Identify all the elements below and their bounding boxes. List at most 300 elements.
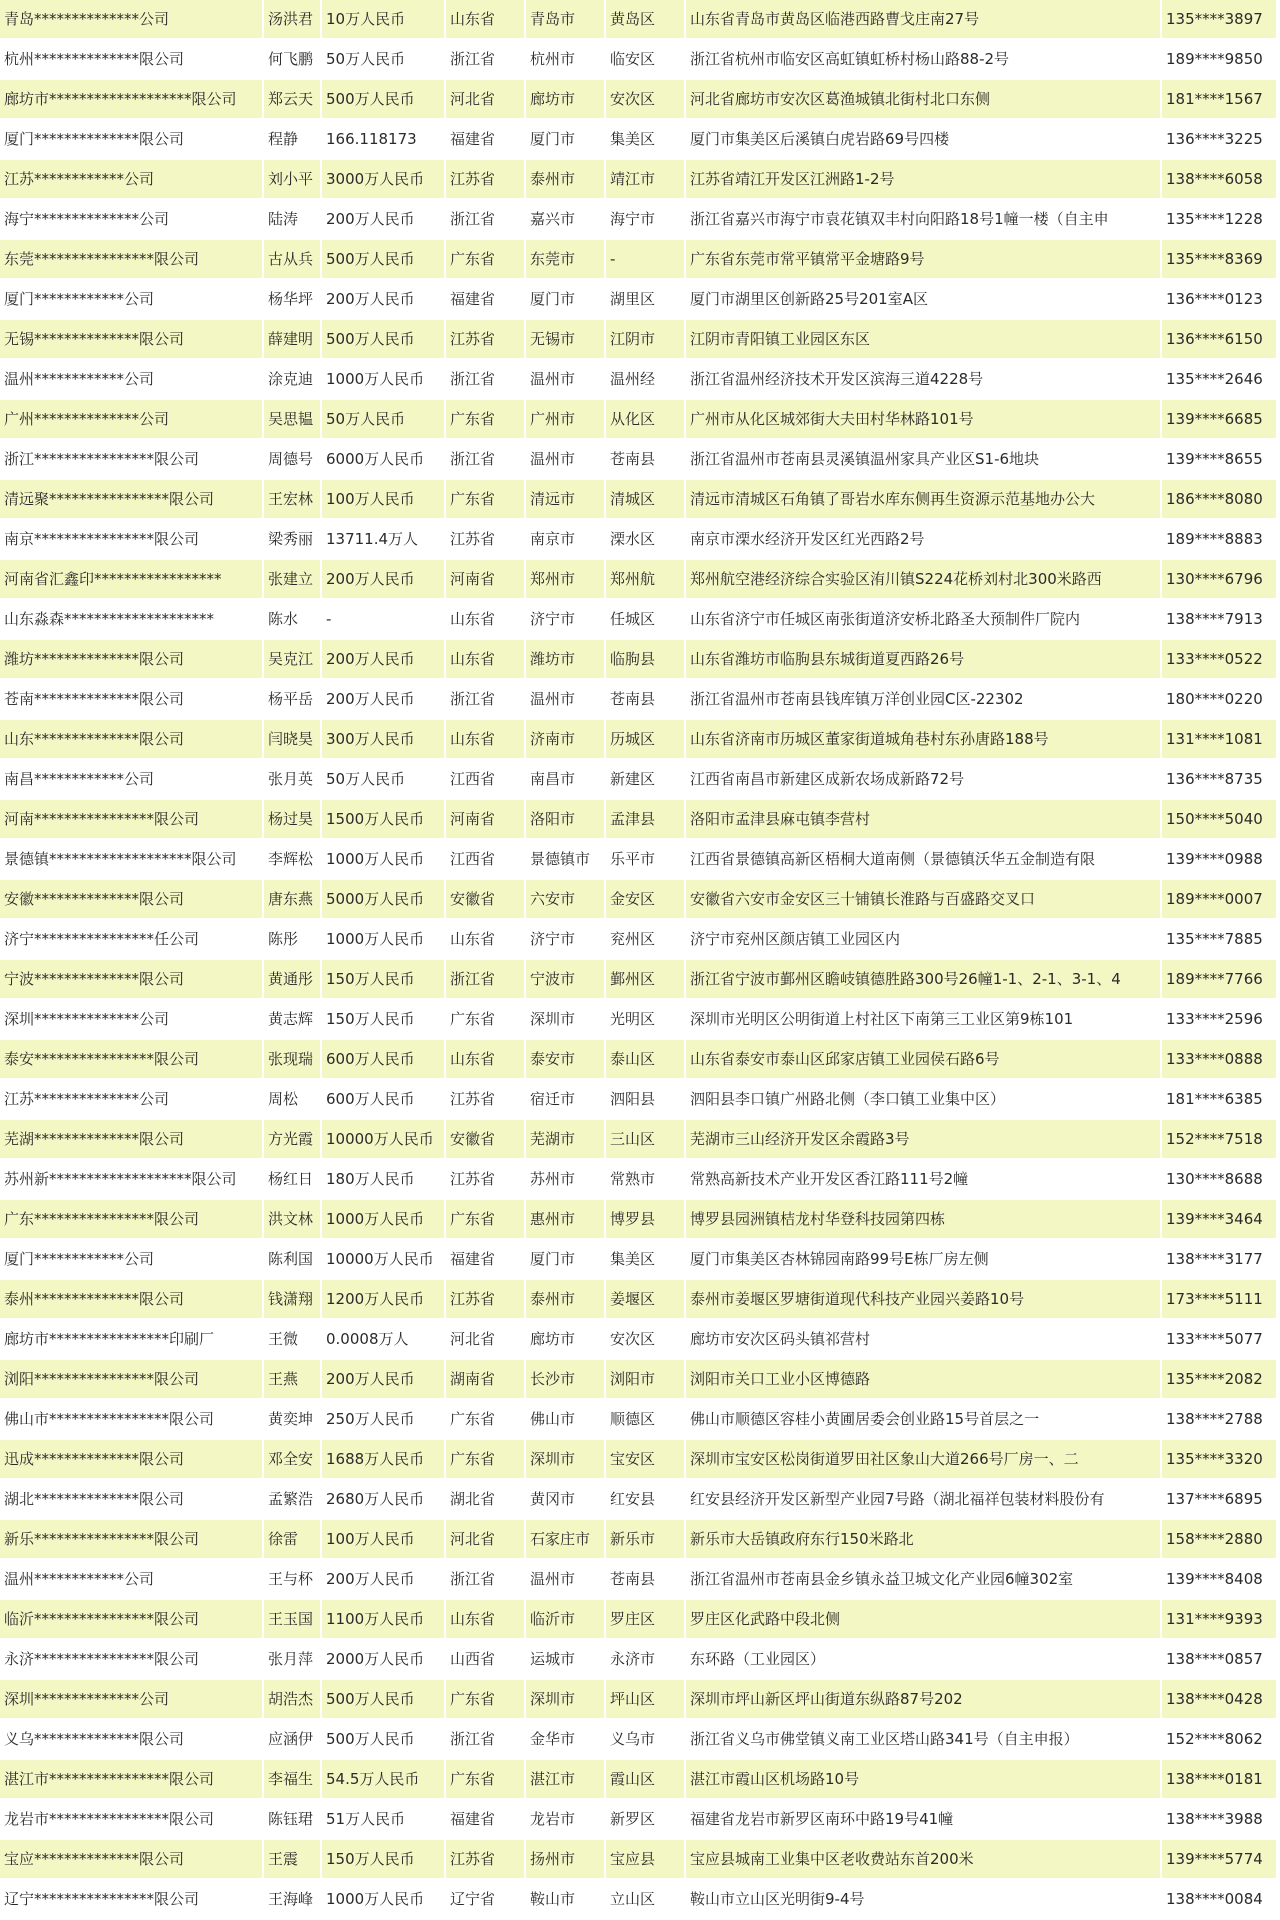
district-cell: 永济市: [606, 1640, 684, 1678]
phone-cell: 133****0522: [1162, 640, 1276, 678]
district-cell: 鄞州区: [606, 960, 684, 998]
registered-capital-cell: 50万人民币: [322, 760, 444, 798]
company-name-cell: 义乌**************限公司: [0, 1720, 262, 1758]
city-cell: 济南市: [526, 720, 604, 758]
phone-cell: 136****6150: [1162, 320, 1276, 358]
district-cell: 孟津县: [606, 800, 684, 838]
company-name-cell: 潍坊**************限公司: [0, 640, 262, 678]
contact-person-cell: 应涵伊: [264, 1720, 320, 1758]
contact-person-cell: 张建立: [264, 560, 320, 598]
registered-capital-cell: 200万人民币: [322, 280, 444, 318]
company-name-cell: 龙岩市****************限公司: [0, 1800, 262, 1838]
table-row: [0, 520, 1280, 560]
province-cell: 广东省: [446, 480, 524, 518]
table-row: [0, 360, 1280, 400]
address-cell: 安徽省六安市金安区三十铺镇长淮路与百盛路交叉口: [686, 880, 1160, 918]
address-cell: 广州市从化区城郊街大夫田村华林路101号: [686, 400, 1160, 438]
contact-person-cell: 杨红日: [264, 1160, 320, 1198]
city-cell: 温州市: [526, 440, 604, 478]
city-cell: 泰安市: [526, 1040, 604, 1078]
address-cell: 东环路（工业园区）: [686, 1640, 1160, 1678]
table-row: [0, 560, 1280, 600]
province-cell: 河北省: [446, 1320, 524, 1358]
contact-person-cell: 李辉松: [264, 840, 320, 878]
company-name-cell: 安徽**************限公司: [0, 880, 262, 918]
company-name-cell: 温州************公司: [0, 360, 262, 398]
address-cell: 泗阳县李口镇广州路北侧（李口镇工业集中区）: [686, 1080, 1160, 1118]
registered-capital-cell: 50万人民币: [322, 40, 444, 78]
province-cell: 广东省: [446, 1760, 524, 1798]
province-cell: 福建省: [446, 120, 524, 158]
province-cell: 河北省: [446, 1520, 524, 1558]
table-row: [0, 1840, 1280, 1880]
district-cell: 集美区: [606, 1240, 684, 1278]
table-row: [0, 1200, 1280, 1240]
address-cell: 山东省济宁市任城区南张街道济安桥北路圣大预制件厂院内: [686, 600, 1160, 638]
city-cell: 温州市: [526, 1560, 604, 1598]
table-row: [0, 840, 1280, 880]
registered-capital-cell: 200万人民币: [322, 1360, 444, 1398]
address-cell: 深圳市坪山新区坪山街道东纵路87号202: [686, 1680, 1160, 1718]
contact-person-cell: 刘小平: [264, 160, 320, 198]
phone-cell: 131****9393: [1162, 1600, 1276, 1638]
contact-person-cell: 梁秀丽: [264, 520, 320, 558]
contact-person-cell: 王与杯: [264, 1560, 320, 1598]
contact-person-cell: 吴思韫: [264, 400, 320, 438]
registered-capital-cell: 500万人民币: [322, 80, 444, 118]
address-cell: 厦门市湖里区创新路25号201室A区: [686, 280, 1160, 318]
contact-person-cell: 张月英: [264, 760, 320, 798]
company-name-cell: 无锡**************限公司: [0, 320, 262, 358]
district-cell: 任城区: [606, 600, 684, 638]
phone-cell: 189****8883: [1162, 520, 1276, 558]
province-cell: 安徽省: [446, 880, 524, 918]
province-cell: 广东省: [446, 1200, 524, 1238]
table-row: [0, 1600, 1280, 1640]
district-cell: 宝应县: [606, 1840, 684, 1878]
district-cell: 温州经: [606, 360, 684, 398]
district-cell: -: [606, 240, 684, 278]
address-cell: 博罗县园洲镇桔龙村华登科技园第四栋: [686, 1200, 1160, 1238]
address-cell: 江阴市青阳镇工业园区东区: [686, 320, 1160, 358]
company-name-cell: 济宁****************任公司: [0, 920, 262, 958]
address-cell: 江西省南昌市新建区成新农场成新路72号: [686, 760, 1160, 798]
district-cell: 兖州区: [606, 920, 684, 958]
registered-capital-cell: 1100万人民币: [322, 1600, 444, 1638]
contact-person-cell: 洪文林: [264, 1200, 320, 1238]
province-cell: 浙江省: [446, 1560, 524, 1598]
registered-capital-cell: 1000万人民币: [322, 1200, 444, 1238]
contact-person-cell: 王宏林: [264, 480, 320, 518]
contact-person-cell: 陈利国: [264, 1240, 320, 1278]
table-row: [0, 920, 1280, 960]
company-name-cell: 江苏************公司: [0, 160, 262, 198]
company-name-cell: 海宁**************公司: [0, 200, 262, 238]
city-cell: 潍坊市: [526, 640, 604, 678]
address-cell: 浙江省温州市苍南县钱库镇万洋创业园C区-22302: [686, 680, 1160, 718]
district-cell: 顺德区: [606, 1400, 684, 1438]
city-cell: 景德镇市: [526, 840, 604, 878]
district-cell: 从化区: [606, 400, 684, 438]
address-cell: 山东省潍坊市临朐县东城街道夏西路26号: [686, 640, 1160, 678]
table-row: [0, 1800, 1280, 1840]
phone-cell: 139****8408: [1162, 1560, 1276, 1598]
table-row: [0, 1280, 1280, 1320]
table-row: [0, 960, 1280, 1000]
province-cell: 山西省: [446, 1640, 524, 1678]
contact-person-cell: 周德号: [264, 440, 320, 478]
phone-cell: 150****5040: [1162, 800, 1276, 838]
phone-cell: 152****7518: [1162, 1120, 1276, 1158]
contact-person-cell: 汤洪君: [264, 0, 320, 38]
registered-capital-cell: 1000万人民币: [322, 1880, 444, 1918]
district-cell: 苍南县: [606, 680, 684, 718]
phone-cell: 135****1228: [1162, 200, 1276, 238]
province-cell: 山东省: [446, 1600, 524, 1638]
province-cell: 江苏省: [446, 160, 524, 198]
address-cell: 常熟高新技术产业开发区香江路111号2幢: [686, 1160, 1160, 1198]
registered-capital-cell: 500万人民币: [322, 320, 444, 358]
district-cell: 金安区: [606, 880, 684, 918]
contact-person-cell: 孟繁浩: [264, 1480, 320, 1518]
company-name-cell: 青岛**************公司: [0, 0, 262, 38]
address-cell: 浙江省嘉兴市海宁市袁花镇双丰村向阳路18号1幢一楼（自主申: [686, 200, 1160, 238]
address-cell: 红安县经济开发区新型产业园7号路（湖北福祥包装材料股份有: [686, 1480, 1160, 1518]
address-cell: 福建省龙岩市新罗区南环中路19号41幢: [686, 1800, 1160, 1838]
address-cell: 浏阳市关口工业小区博德路: [686, 1360, 1160, 1398]
contact-person-cell: 张现瑞: [264, 1040, 320, 1078]
registered-capital-cell: -: [322, 600, 444, 638]
city-cell: 泰州市: [526, 160, 604, 198]
province-cell: 浙江省: [446, 360, 524, 398]
company-name-cell: 芜湖**************限公司: [0, 1120, 262, 1158]
address-cell: 山东省青岛市黄岛区临港西路曹戈庄南27号: [686, 0, 1160, 38]
phone-cell: 138****0857: [1162, 1640, 1276, 1678]
company-name-cell: 温州************公司: [0, 1560, 262, 1598]
company-name-cell: 厦门************公司: [0, 280, 262, 318]
phone-cell: 138****3177: [1162, 1240, 1276, 1278]
table-row: [0, 680, 1280, 720]
city-cell: 广州市: [526, 400, 604, 438]
company-name-cell: 景德镇*******************限公司: [0, 840, 262, 878]
registered-capital-cell: 150万人民币: [322, 960, 444, 998]
contact-person-cell: 王海峰: [264, 1880, 320, 1918]
table-row: [0, 400, 1280, 440]
city-cell: 嘉兴市: [526, 200, 604, 238]
address-cell: 浙江省温州市苍南县金乡镇永益卫城文化产业园6幢302室: [686, 1560, 1160, 1598]
registered-capital-cell: 300万人民币: [322, 720, 444, 758]
registered-capital-cell: 5000万人民币: [322, 880, 444, 918]
company-name-cell: 宁波**************限公司: [0, 960, 262, 998]
district-cell: 罗庄区: [606, 1600, 684, 1638]
address-cell: 深圳市宝安区松岗街道罗田社区象山大道266号厂房一、二: [686, 1440, 1160, 1478]
table-row: [0, 640, 1280, 680]
table-row: [0, 1040, 1280, 1080]
phone-cell: 189****9850: [1162, 40, 1276, 78]
phone-cell: 135****2646: [1162, 360, 1276, 398]
registered-capital-cell: 1200万人民币: [322, 1280, 444, 1318]
table-row: [0, 440, 1280, 480]
table-row: [0, 720, 1280, 760]
contact-person-cell: 周松: [264, 1080, 320, 1118]
registered-capital-cell: 10万人民币: [322, 0, 444, 38]
city-cell: 湛江市: [526, 1760, 604, 1798]
city-cell: 芜湖市: [526, 1120, 604, 1158]
registered-capital-cell: 200万人民币: [322, 200, 444, 238]
district-cell: 乐平市: [606, 840, 684, 878]
district-cell: 新乐市: [606, 1520, 684, 1558]
province-cell: 广东省: [446, 1680, 524, 1718]
registered-capital-cell: 100万人民币: [322, 480, 444, 518]
contact-person-cell: 钱潇翔: [264, 1280, 320, 1318]
province-cell: 山东省: [446, 0, 524, 38]
contact-person-cell: 程静: [264, 120, 320, 158]
registered-capital-cell: 1000万人民币: [322, 920, 444, 958]
registered-capital-cell: 1000万人民币: [322, 840, 444, 878]
table-row: [0, 1440, 1280, 1480]
province-cell: 浙江省: [446, 680, 524, 718]
registered-capital-cell: 200万人民币: [322, 640, 444, 678]
company-name-cell: 泰州**************限公司: [0, 1280, 262, 1318]
city-cell: 廊坊市: [526, 1320, 604, 1358]
province-cell: 浙江省: [446, 40, 524, 78]
province-cell: 山东省: [446, 920, 524, 958]
city-cell: 黄冈市: [526, 1480, 604, 1518]
phone-cell: 139****6685: [1162, 400, 1276, 438]
table-row: [0, 200, 1280, 240]
company-name-cell: 浏阳****************限公司: [0, 1360, 262, 1398]
company-name-cell: 苏州新*******************限公司: [0, 1160, 262, 1198]
address-cell: 山东省泰安市泰山区邱家店镇工业园侯石路6号: [686, 1040, 1160, 1078]
province-cell: 浙江省: [446, 960, 524, 998]
contact-person-cell: 王震: [264, 1840, 320, 1878]
district-cell: 新罗区: [606, 1800, 684, 1838]
province-cell: 山东省: [446, 600, 524, 638]
registered-capital-cell: 13711.4万人: [322, 520, 444, 558]
district-cell: 新建区: [606, 760, 684, 798]
phone-cell: 135****2082: [1162, 1360, 1276, 1398]
table-row: [0, 1160, 1280, 1200]
registered-capital-cell: 500万人民币: [322, 240, 444, 278]
table-row: [0, 1480, 1280, 1520]
contact-person-cell: 胡浩杰: [264, 1680, 320, 1718]
district-cell: 立山区: [606, 1880, 684, 1918]
city-cell: 杭州市: [526, 40, 604, 78]
district-cell: 溧水区: [606, 520, 684, 558]
table-row: [0, 1080, 1280, 1120]
table-row: [0, 1360, 1280, 1400]
company-name-cell: 湖北**************限公司: [0, 1480, 262, 1518]
table-row: [0, 0, 1280, 40]
district-cell: 安次区: [606, 1320, 684, 1358]
phone-cell: 136****0123: [1162, 280, 1276, 318]
address-cell: 江西省景德镇高新区梧桐大道南侧（景德镇沃华五金制造有限: [686, 840, 1160, 878]
phone-cell: 133****5077: [1162, 1320, 1276, 1358]
address-cell: 清远市清城区石角镇了哥岩水库东侧再生资源示范基地办公大: [686, 480, 1160, 518]
province-cell: 江苏省: [446, 520, 524, 558]
city-cell: 惠州市: [526, 1200, 604, 1238]
registered-capital-cell: 2000万人民币: [322, 1640, 444, 1678]
contact-person-cell: 薛建明: [264, 320, 320, 358]
district-cell: 黄岛区: [606, 0, 684, 38]
table-row: [0, 240, 1280, 280]
table-row: [0, 1240, 1280, 1280]
company-name-cell: 山东淼森********************: [0, 600, 262, 638]
address-cell: 新乐市大岳镇政府东行150米路北: [686, 1520, 1160, 1558]
phone-cell: 138****2788: [1162, 1400, 1276, 1438]
address-cell: 河北省廊坊市安次区葛渔城镇北街村北口东侧: [686, 80, 1160, 118]
province-cell: 山东省: [446, 1040, 524, 1078]
district-cell: 临朐县: [606, 640, 684, 678]
table-row: [0, 1760, 1280, 1800]
table-row: [0, 1880, 1280, 1920]
district-cell: 临安区: [606, 40, 684, 78]
address-cell: 厦门市集美区杏林锦园南路99号E栋厂房左侧: [686, 1240, 1160, 1278]
province-cell: 福建省: [446, 280, 524, 318]
phone-cell: 137****6895: [1162, 1480, 1276, 1518]
province-cell: 浙江省: [446, 1720, 524, 1758]
phone-cell: 135****3320: [1162, 1440, 1276, 1478]
phone-cell: 152****8062: [1162, 1720, 1276, 1758]
contact-person-cell: 吴克江: [264, 640, 320, 678]
address-cell: 宝应县城南工业集中区老收费站东首200米: [686, 1840, 1160, 1878]
city-cell: 无锡市: [526, 320, 604, 358]
company-name-cell: 浙江****************限公司: [0, 440, 262, 478]
district-cell: 博罗县: [606, 1200, 684, 1238]
registered-capital-cell: 6000万人民币: [322, 440, 444, 478]
table-row: [0, 1400, 1280, 1440]
phone-cell: 189****0007: [1162, 880, 1276, 918]
company-name-cell: 廊坊市****************印刷厂: [0, 1320, 262, 1358]
phone-cell: 181****6385: [1162, 1080, 1276, 1118]
phone-cell: 139****3464: [1162, 1200, 1276, 1238]
registered-capital-cell: 2680万人民币: [322, 1480, 444, 1518]
phone-cell: 158****2880: [1162, 1520, 1276, 1558]
province-cell: 河南省: [446, 800, 524, 838]
district-cell: 霞山区: [606, 1760, 684, 1798]
address-cell: 山东省济南市历城区董家街道城角巷村东孙唐路188号: [686, 720, 1160, 758]
table-row: [0, 600, 1280, 640]
address-cell: 浙江省义乌市佛堂镇义南工业区塔山路341号（自主申报）: [686, 1720, 1160, 1758]
table-row: [0, 480, 1280, 520]
contact-person-cell: 杨华坪: [264, 280, 320, 318]
company-name-cell: 清远聚****************限公司: [0, 480, 262, 518]
province-cell: 福建省: [446, 1800, 524, 1838]
contact-person-cell: 张月萍: [264, 1640, 320, 1678]
phone-cell: 138****0428: [1162, 1680, 1276, 1718]
province-cell: 湖南省: [446, 1360, 524, 1398]
contact-person-cell: 陆涛: [264, 200, 320, 238]
company-name-cell: 厦门************公司: [0, 1240, 262, 1278]
district-cell: 靖江市: [606, 160, 684, 198]
address-cell: 洛阳市孟津县麻屯镇李营村: [686, 800, 1160, 838]
address-cell: 泰州市姜堰区罗塘街道现代科技产业园兴姜路10号: [686, 1280, 1160, 1318]
contact-person-cell: 杨过昊: [264, 800, 320, 838]
phone-cell: 189****7766: [1162, 960, 1276, 998]
contact-person-cell: 杨平岳: [264, 680, 320, 718]
city-cell: 运城市: [526, 1640, 604, 1678]
address-cell: 深圳市光明区公明街道上村社区下南第三工业区第9栋101: [686, 1000, 1160, 1038]
contact-person-cell: 郑云天: [264, 80, 320, 118]
city-cell: 温州市: [526, 680, 604, 718]
district-cell: 坪山区: [606, 1680, 684, 1718]
city-cell: 厦门市: [526, 1240, 604, 1278]
contact-person-cell: 唐东燕: [264, 880, 320, 918]
district-cell: 光明区: [606, 1000, 684, 1038]
registered-capital-cell: 200万人民币: [322, 680, 444, 718]
company-name-cell: 苍南**************限公司: [0, 680, 262, 718]
company-name-cell: 山东**************限公司: [0, 720, 262, 758]
table-row: [0, 1000, 1280, 1040]
registered-capital-cell: 1000万人民币: [322, 360, 444, 398]
district-cell: 湖里区: [606, 280, 684, 318]
table-row: [0, 760, 1280, 800]
district-cell: 安次区: [606, 80, 684, 118]
district-cell: 苍南县: [606, 440, 684, 478]
phone-cell: 138****0084: [1162, 1880, 1276, 1918]
district-cell: 历城区: [606, 720, 684, 758]
company-name-cell: 廊坊市*******************限公司: [0, 80, 262, 118]
company-name-cell: 泰安****************限公司: [0, 1040, 262, 1078]
district-cell: 郑州航: [606, 560, 684, 598]
province-cell: 江苏省: [446, 1080, 524, 1118]
district-cell: 宝安区: [606, 1440, 684, 1478]
city-cell: 深圳市: [526, 1000, 604, 1038]
table-row: [0, 280, 1280, 320]
address-cell: 廊坊市安次区码头镇祁营村: [686, 1320, 1160, 1358]
district-cell: 三山区: [606, 1120, 684, 1158]
city-cell: 东莞市: [526, 240, 604, 278]
contact-person-cell: 徐雷: [264, 1520, 320, 1558]
province-cell: 广东省: [446, 240, 524, 278]
phone-cell: 138****6058: [1162, 160, 1276, 198]
city-cell: 金华市: [526, 1720, 604, 1758]
company-name-cell: 临沂****************限公司: [0, 1600, 262, 1638]
city-cell: 鞍山市: [526, 1880, 604, 1918]
contact-person-cell: 涂克迪: [264, 360, 320, 398]
phone-cell: 139****5774: [1162, 1840, 1276, 1878]
registered-capital-cell: 54.5万人民币: [322, 1760, 444, 1798]
address-cell: 浙江省温州经济技术开发区滨海三道4228号: [686, 360, 1160, 398]
contact-person-cell: 陈钰珺: [264, 1800, 320, 1838]
company-name-cell: 南昌************公司: [0, 760, 262, 798]
address-cell: 济宁市兖州区颜店镇工业园区内: [686, 920, 1160, 958]
province-cell: 江西省: [446, 760, 524, 798]
table-row: [0, 1680, 1280, 1720]
address-cell: 郑州航空港经济综合实验区洧川镇S224花桥刘村北300米路西: [686, 560, 1160, 598]
registered-capital-cell: 3000万人民币: [322, 160, 444, 198]
registered-capital-cell: 600万人民币: [322, 1080, 444, 1118]
company-name-cell: 江苏**************公司: [0, 1080, 262, 1118]
registered-capital-cell: 50万人民币: [322, 400, 444, 438]
city-cell: 宁波市: [526, 960, 604, 998]
address-cell: 湛江市霞山区机场路10号: [686, 1760, 1160, 1798]
district-cell: 姜堰区: [606, 1280, 684, 1318]
city-cell: 扬州市: [526, 1840, 604, 1878]
phone-cell: 136****3225: [1162, 120, 1276, 158]
contact-person-cell: 古从兵: [264, 240, 320, 278]
phone-cell: 130****6796: [1162, 560, 1276, 598]
contact-person-cell: 黄志辉: [264, 1000, 320, 1038]
district-cell: 浏阳市: [606, 1360, 684, 1398]
province-cell: 山东省: [446, 640, 524, 678]
company-name-cell: 东莞****************限公司: [0, 240, 262, 278]
phone-cell: 186****8080: [1162, 480, 1276, 518]
phone-cell: 138****7913: [1162, 600, 1276, 638]
contact-person-cell: 王微: [264, 1320, 320, 1358]
company-name-cell: 厦门**************限公司: [0, 120, 262, 158]
address-cell: 浙江省温州市苍南县灵溪镇温州家具产业区S1-6地块: [686, 440, 1160, 478]
